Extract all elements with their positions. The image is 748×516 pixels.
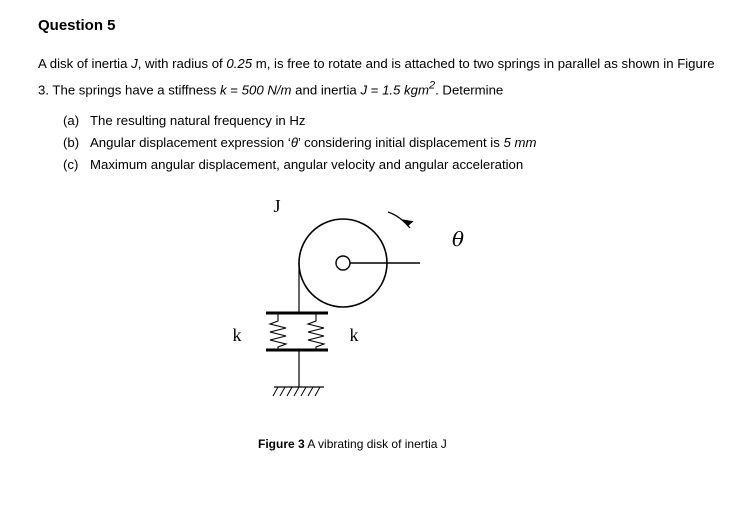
angle-label: θ (451, 227, 465, 251)
axle-circle (336, 256, 350, 270)
right-spring-label: k (349, 325, 359, 345)
theta-symbol: θ (290, 135, 299, 150)
part-a-label: (a) (63, 113, 80, 128)
angle-arc (388, 212, 410, 228)
part-c-label: (c) (63, 157, 79, 172)
part-b: (b) Angular displacement expression ‘θ’ considering initial displacement is 5 mm (63, 132, 536, 154)
question-intro: A disk of inertia J, with radius of 0.25 m, is free to rotate and is attached to two springs in parallel as shown in Figure 3. The springs have a stiffness k = 500 N/m and inertia J = 1.5 kgm$^2$. Determine (38, 56, 715, 98)
part-a-text: The resulting natural frequency in Hz (90, 113, 306, 128)
left-spring-label: k (232, 325, 242, 345)
part-c-text: Maximum angular displacement, angular velocity and angular acceleration (90, 157, 524, 172)
figure-caption (258, 437, 447, 451)
left-spring (270, 313, 286, 350)
right-spring (308, 313, 324, 350)
question-parts-list (63, 110, 536, 176)
ground-hatch (273, 387, 320, 396)
figure-caption-text: A vibrating disk of inertia J (304, 437, 447, 451)
part-a (63, 110, 536, 132)
inertia-label: J (273, 196, 281, 216)
disk-spring-diagram (210, 190, 500, 420)
figure-caption-number: Figure 3 (258, 437, 305, 451)
part-c (63, 154, 536, 176)
initial-displacement-value: 5 mm (503, 135, 537, 150)
part-b-label: (b) (63, 135, 80, 150)
question-title: Question 5 (38, 17, 116, 34)
figure-disk-springs (210, 190, 500, 420)
